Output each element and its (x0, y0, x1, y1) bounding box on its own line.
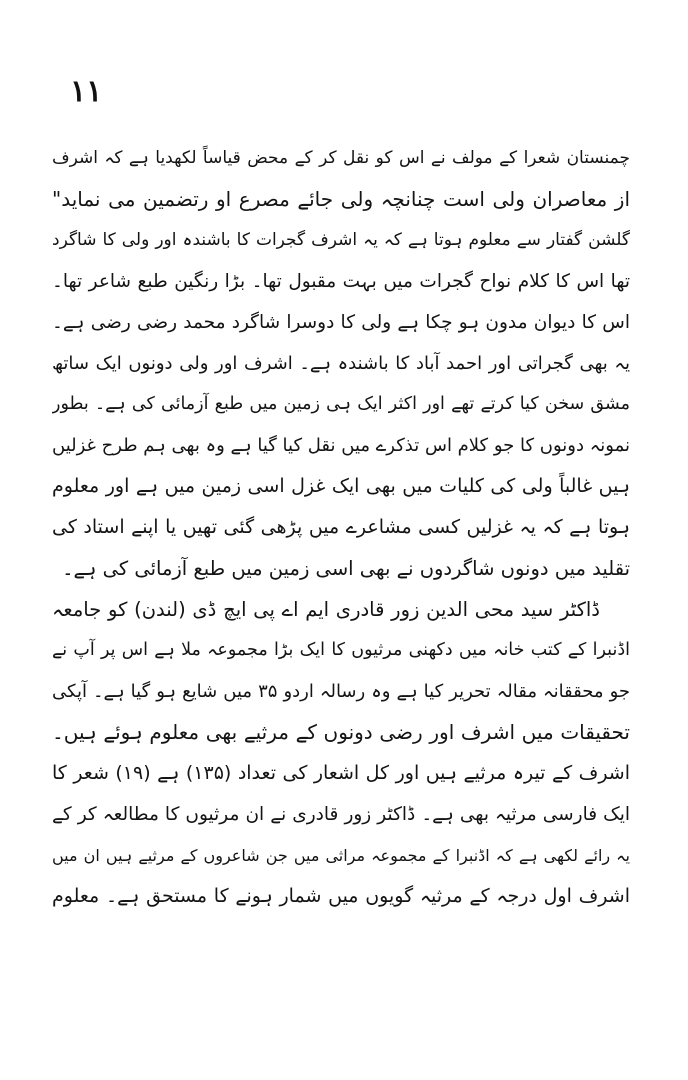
page-number: ۱۱ (70, 74, 103, 109)
text-line: ڈاکٹر سید محی الدین زور قادری ایم اے پی ایچ ڈی (لندن) کو جامعہ (52, 598, 600, 621)
text-line: اڈنبرا کے کتب خانہ میں دکھنی مرثیوں کا ایک بڑا مجموعہ ملا ہے اس پر آپ نے (52, 640, 630, 660)
body-text (52, 138, 630, 917)
text-line: مشق سخن کیا کرتے تھے اور اکثر ایک ہی زمین میں طبع آزمائی کی ہے۔ بطور (52, 394, 630, 414)
text-line: ہیں غالباً ولی کی کلیات میں بھی ایک غزل اسی زمین میں ہے اور معلوم (52, 475, 630, 497)
text-line: از معاصران ولی است چنانچہ ولی جائے مصرع او رتضمین می نماید" (52, 187, 630, 211)
text-line: ایک فارسی مرثیہ بھی ہے۔ ڈاکٹر زور قادری نے ان مرثیوں کا مطالعہ کر کے (52, 804, 630, 825)
text-line: یہ بھی گجراتی اور احمد آباد کا باشندہ ہے۔ اشرف اور ولی دونوں ایک ساتھ (52, 353, 630, 374)
text-line: نمونہ دونوں کا جو کلام اس تذکرے میں نقل کیا گیا ہے وہ بھی ہم طرح غزلیں (52, 435, 630, 456)
text-line: اشرف اول درجہ کے مرثیہ گویوں میں شمار ہونے کا مستحق ہے۔ معلوم (52, 885, 630, 907)
text-line: ہوتا ہے کہ یہ غزلیں کسی مشاعرے میں پڑھی گئی تھیں یا اپنے استاد کی (52, 516, 630, 538)
text-line: جو محققانہ مقالہ تحریر کیا ہے وہ رسالہ اردو ۳۵ میں شایع ہو گیا ہے۔ آپکی (52, 681, 630, 702)
text-line: تقلید میں دونوں شاگردوں نے بھی اسی زمین میں طبع آزمائی کی ہے۔ (62, 557, 630, 580)
text-line: اس کا دیوان مدون ہو چکا ہے ولی کا دوسرا شاگرد محمد رضی رضی ہے۔ (52, 312, 630, 333)
text-line: تھا اس کا کلام نواح گجرات میں بہت مقبول تھا۔ بڑا رنگین طبع شاعر تھا۔ (52, 271, 630, 292)
text-line: چمنستان شعرا کے مولف نے اس کو نقل کر کے محض قیاساً لکھدیا ہے کہ اشرف (52, 148, 630, 168)
text-line: یہ رائے لکھی ہے کہ اڈنبرا کے مجموعہ مراثی میں جن شاعروں کے مرثیے ہیں ان میں (52, 846, 630, 865)
text-line: تحقیقات میں اشرف اور رضی دونوں کے مرثیے بھی معلوم ہوئے ہیں۔ (52, 720, 630, 744)
text-line: گلشن گفتار سے معلوم ہوتا ہے کہ یہ اشرف گجرات کا باشندہ اور ولی کا شاگرد (52, 230, 630, 250)
text-line: اشرف کے تیرہ مرثیے ہیں اور کل اشعار کی تعداد (۱۳۵) ہے (۱۹) شعر کا (52, 762, 630, 784)
